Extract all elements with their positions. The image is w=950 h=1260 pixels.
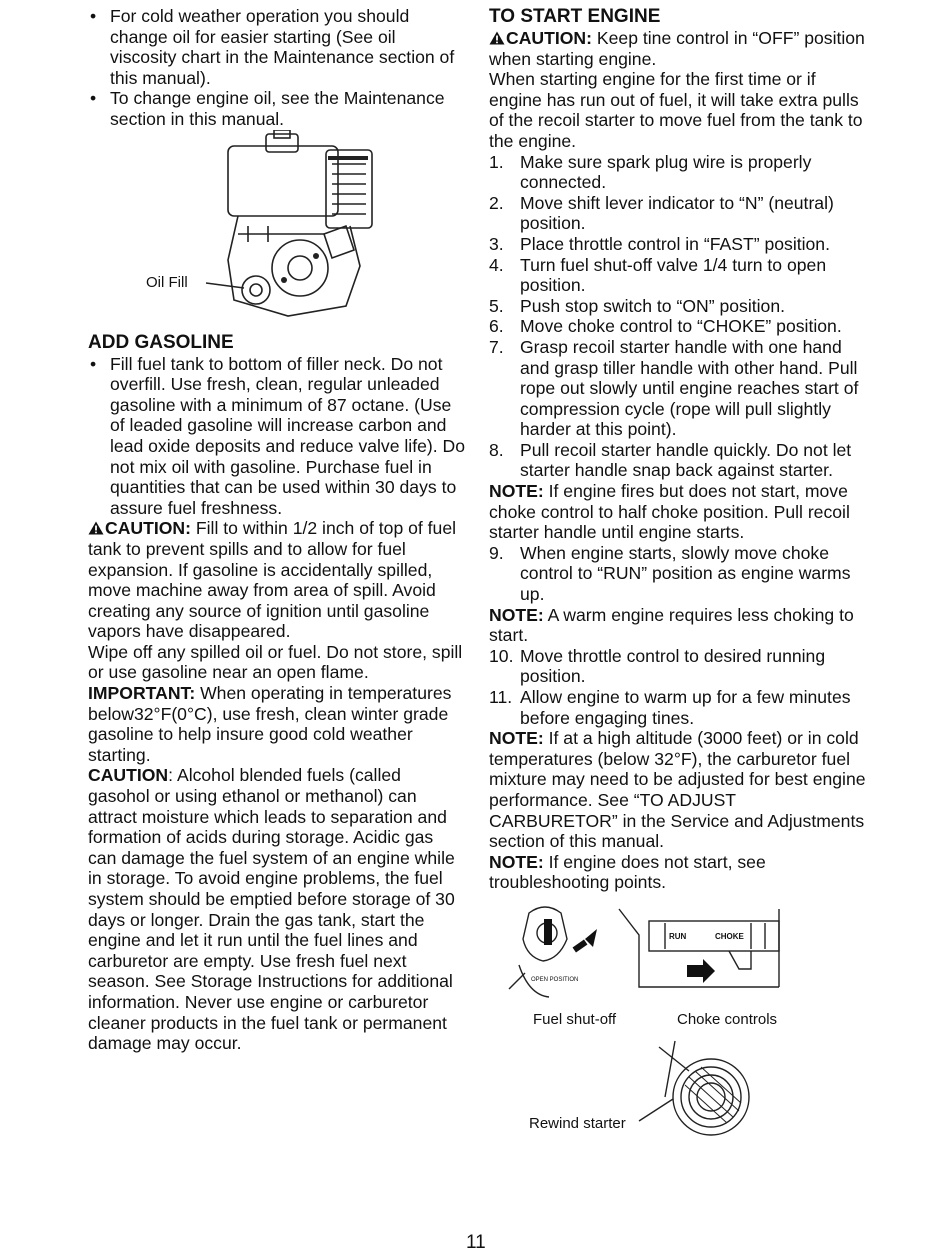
- note-text: If engine does not start, see troubleshooting points.: [489, 851, 766, 893]
- step-text: When engine starts, slowly move choke control to “RUN” position as engine warms up.: [520, 542, 851, 605]
- step-text: Turn fuel shut-off valve 1/4 turn to open position.: [520, 254, 827, 296]
- right-column: [489, 6, 867, 1137]
- note-warm-engine: [489, 605, 867, 646]
- step-number: 2.: [489, 192, 504, 213]
- step-item: [489, 316, 867, 337]
- fuel-choke-figure: [489, 899, 867, 1037]
- fuel-shutoff-label: Fuel shut-off: [533, 1010, 617, 1028]
- caution-alcohol: [88, 765, 466, 1053]
- step-number: 6.: [489, 316, 504, 337]
- left-column: [88, 6, 466, 1054]
- add-gasoline-heading: ADD GASOLINE: [88, 331, 234, 353]
- step-item: [489, 255, 867, 296]
- step-text: Move choke control to “CHOKE” position.: [520, 316, 842, 337]
- open-position-label: OPEN POSITION: [531, 976, 579, 983]
- step-number: 3.: [489, 233, 504, 254]
- bullet-cold-weather: • For cold weather operation you should change oil for easier starting (See oil viscosity chart in the Maintenance section of this manual).: [88, 6, 466, 88]
- caution2-text: : Alcohol blended fuels (called gasohol or using ethanol or methanol) can attract moisture which leads to separation and formation of acids during storage. Acidic gas can damage the fuel system of an engine while in storage. To avoid engine problems, the fuel system should be emptied before storage of 30 days or longer. Drain the gas tank, start the engine and let it run until the fuel lines and carburetor are empty. Use fresh fuel next season. See Storage Instructions for additional information. Never use engine or carburetor cleaner products in the fuel tank or permanent damage may occur.: [88, 765, 455, 1054]
- caution-tine: [489, 28, 867, 69]
- step-number: 7.: [489, 336, 504, 357]
- step-number: 1.: [489, 151, 504, 172]
- step-text: Place throttle control in “FAST” position.: [520, 233, 830, 254]
- rewind-starter-label: Rewind starter: [529, 1114, 626, 1132]
- note-text: If engine fires but does not start, move choke control to half choke position. Pull recoil starter handle until engine starts.: [489, 481, 850, 543]
- step-item: [489, 193, 867, 234]
- step-text: Make sure spark plug wire is properly connected.: [520, 151, 812, 193]
- run-label: RUN: [669, 931, 687, 941]
- note-text: A warm engine requires less choking to start.: [489, 604, 854, 646]
- caution2-label: CAUTION: [88, 765, 169, 786]
- caution-fill: [88, 518, 466, 642]
- step-item: [489, 440, 867, 481]
- engine-illustration: [88, 130, 466, 336]
- rewind-starter-figure: [489, 1037, 867, 1137]
- step-text: Move throttle control to desired running position.: [520, 645, 826, 687]
- bullet-fill-fuel: • Fill fuel tank to bottom of filler neck. Do not overfill. Use fresh, clean, regular unleaded gasoline with a minimum of 87 octane. (Use of leaded gasoline will increase carbon and lead oxide deposits and reduce valve life). Do not mix oil with gasoline. Purchase fuel in quantities that can be used within 30 days to assure fuel freshness.: [88, 354, 466, 519]
- important-note: [88, 683, 466, 765]
- step-number: 10.: [489, 645, 514, 666]
- start-engine-heading: TO START ENGINE: [489, 6, 661, 27]
- note-troubleshooting: [489, 852, 867, 893]
- step-text: Grasp recoil starter handle with one hand and grasp tiller handle with other hand. Pull rope out slowly until engine reaches start of compression cycle (rope will pull slightly harder at this point).: [520, 336, 859, 440]
- bullet-change-oil: • To change engine oil, see the Maintenance section in this manual.: [88, 88, 466, 129]
- steps-list-a: [489, 152, 867, 482]
- step-number: 8.: [489, 439, 504, 460]
- oil-fill-label: Oil Fill: [146, 273, 188, 291]
- step-item: [489, 234, 867, 255]
- caution-text: Keep tine control in “OFF” position when starting engine.: [489, 28, 865, 69]
- step-text: Pull recoil starter handle quickly. Do not let starter handle snap back against starter.: [520, 439, 852, 481]
- engine-oil-fill-figure: [88, 130, 466, 336]
- step-item: [489, 337, 867, 440]
- step-item: [489, 152, 867, 193]
- step-number: 9.: [489, 542, 504, 563]
- page-number: 11: [466, 1232, 486, 1253]
- important-text: When operating in temperatures below32°F(0°C), use fresh, clean winter grade gasoline to help insure good cold weather starting.: [88, 683, 452, 765]
- intro-text: When starting engine for the first time or if engine has run out of fuel, it will take extra pulls of the recoil starter to move fuel from the tank to the engine.: [489, 69, 863, 151]
- choke-controls-label: Choke controls: [677, 1010, 778, 1028]
- step-number: 4.: [489, 254, 504, 275]
- caution-label: CAUTION:: [506, 28, 593, 48]
- note-label: NOTE:: [489, 481, 544, 502]
- step-item: [489, 687, 867, 728]
- step-item: [489, 296, 867, 317]
- note-altitude: [489, 728, 867, 852]
- important-label: IMPORTANT:: [88, 683, 196, 704]
- note-text: If at a high altitude (3000 feet) or in cold temperatures (below 32°F), the carburetor fuel mixture may need to be adjusted for best engine performance. See “TO ADJUST CARBURETOR” in the Service and Adjustments section of this manual.: [489, 728, 866, 852]
- step-item: [489, 543, 867, 605]
- note-label: NOTE:: [489, 851, 544, 872]
- step-text: Allow engine to warm up for a few minutes before engaging tines.: [520, 687, 851, 728]
- note-label: NOTE:: [489, 604, 544, 625]
- warning-triangle-icon: [489, 31, 505, 45]
- note-half-choke: [489, 481, 867, 543]
- step-text: Move shift lever indicator to “N” (neutral) position.: [520, 192, 834, 234]
- step-item: [489, 646, 867, 687]
- wipe-text: Wipe off any spilled oil or fuel. Do not store, spill or use gasoline near an open flame.: [88, 641, 463, 683]
- step-number: 11.: [489, 687, 513, 707]
- caution-label: CAUTION:: [105, 518, 192, 539]
- note-label: NOTE:: [489, 728, 544, 749]
- choke-small-label: CHOKE: [715, 931, 744, 941]
- warning-triangle-icon: [88, 521, 104, 535]
- fuel-shutoff-and-choke-illustration: [489, 899, 867, 1009]
- caution-text: Fill to within 1/2 inch of top of fuel tank to prevent spills and to allow for fuel expansion. If gasoline is accidentally spilled, move machine away from area of spill. Avoid creating any source of ignition until gasoline vapors have disappeared.: [88, 518, 457, 642]
- step-text: Push stop switch to “ON” position.: [520, 295, 785, 316]
- step-number: 5.: [489, 295, 504, 316]
